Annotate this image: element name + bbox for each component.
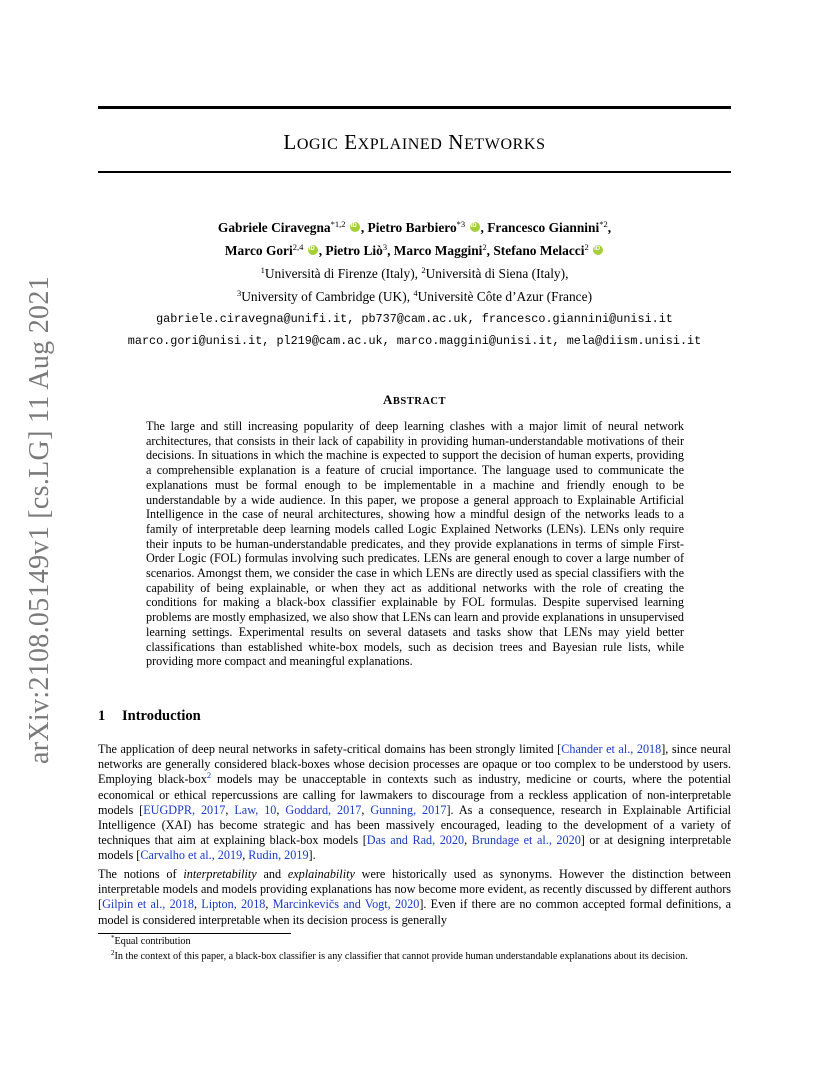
author-list-line-1: Gabriele Ciravegna$^{*1,2}$ iD , Pietro Barbiero$^{*3}$ iD , Francesco Giannini$^{*2}$,: [98, 220, 731, 236]
citation-link[interactable]: Carvalho et al., 2019: [140, 848, 243, 863]
author-list-line-2: Marco Gori$^{2,4}$ iD , Pietro Liò$^3$, Marco Maggini$^2$, Stefano Melacci$^2$ iD: [98, 243, 731, 259]
author-name: Gabriele Ciravegna: [217, 220, 331, 235]
citation-link[interactable]: Law, 10: [234, 802, 277, 817]
intro-paragraph-1: The application of deep neural networks in safety-critical domains has been strongly limited [Chander et al., 2018], since neural networks are generally considered black-boxes whose decision processes are opaque or too complex to be understood by users. Employing black-box$^2$ models may be unacceptable in contexts such as industry, medicine or courts, where the potential economical or ethical repercussions are calling for lawmakers to discourage from a reckless application of non-interpretable models [EUGDPR, 2017, Law, 10, Goddard, 2017, Gunning, 2017]. As a consequence, research in Explainable Artificial Intelligence (XAI) has become strategic and has been massively encouraged, leading to the development of a variety of techniques that aim at explaining black-box models [Das and Rad, 2020, Brundage et al., 2020] or at designing interpretable models [Carvalho et al., 2019, Rudin, 2019].: [98, 742, 732, 863]
author-name: Pietro Liò: [325, 243, 383, 258]
citation-link[interactable]: Das and Rad, 2020: [366, 833, 465, 848]
footnote-marker[interactable]: 2: [206, 770, 212, 781]
footnote-1: *Equal contribution: [111, 934, 191, 947]
author-name: Pietro Barbiero: [367, 220, 457, 235]
footnote-2: $^2$In the context of this paper, a black-box classifier is any classifier that cannot provide human understandable explanations about its decision.: [111, 949, 688, 962]
citation-link[interactable]: Lipton, 2018: [201, 897, 266, 912]
section-heading-introduction: 1 Introduction: [98, 708, 201, 724]
orcid-icon[interactable]: [593, 245, 603, 255]
paper-title: LOGIC EXPLAINED NETWORKS: [283, 130, 546, 154]
citation-link[interactable]: EUGDPR, 2017: [143, 802, 226, 817]
author-name: Stefano Melacci: [493, 243, 585, 258]
orcid-icon[interactable]: [308, 245, 318, 255]
orcid-icon[interactable]: [350, 222, 360, 232]
title-top-rule: [98, 106, 731, 109]
affiliations-line-1: $^1$Università di Firenze (Italy), $^2$Università di Siena (Italy),: [260, 265, 569, 281]
arxiv-identifier: arXiv:2108.05149v1 [cs.LG] 11 Aug 2021: [24, 276, 55, 764]
title-bottom-rule: [98, 171, 731, 173]
intro-paragraph-2: The notions of interpretability and explainability were historically used as synonyms. However the distinction between interpretable models and models providing explanations has now become more evident, as recently discussed by different authors [Gilpin et al., 2018, Lipton, 2018, Marcinkevičs and Vogt, 2020]. Even if there are no common accepted formal definitions, a model is considered interpretable when its decision process is generally: [98, 867, 732, 927]
author-name: Marco Gori: [224, 243, 293, 258]
citation-link[interactable]: Gunning, 2017: [370, 802, 447, 817]
abstract-text: The large and still increasing popularity of deep learning clashes with a major limit of neural network architectures, that consists in their lack of capability in providing human-understandable motivations of their decisions. In situations in which the machine is expected to support the decision of human experts, providing a comprehensible explanation is a feature of crucial importance. The language used to communicate the explanations must be formal enough to be implementable in a machine and friendly enough to be understandable by a wide audience. In this paper, we propose a general approach to Explainable Artificial Intelligence in the case of neural architectures, showing how a mindful design of the networks leads to a family of interpretable deep learning models called Logic Explained Networks (LENs). LENs only require their inputs to be human-understandable predicates, and they provide explanations in terms of simple First-Order Logic (FOL) formulas involving such predicates. LENs are general enough to cover a large number of scenarios. Amongst them, we consider the case in which LENs are directly used as special classifiers with the capability of being explainable, or when they act as additional networks with the role of creating the conditions for making a black-box classifier explainable by FOL formulas. Despite supervised learning problems are mostly emphasized, we also show that LENs can learn and provide explanations in unsupervised learning settings. Experimental results on several datasets and tasks show that LENs may yield better classifications than established white-box models, such as decision trees and Bayesian rule lists, while providing more compact and meaningful explanations.: [146, 419, 684, 669]
email-line-2[interactable]: marco.gori@unisi.it, pl219@cam.ac.uk, marco.maggini@unisi.it, mela@diism.unisi.it: [127, 334, 702, 348]
citation-link[interactable]: Goddard, 2017: [285, 802, 362, 817]
orcid-icon[interactable]: [470, 222, 480, 232]
abstract-heading: ABSTRACT: [383, 392, 446, 407]
citation-link[interactable]: Chander et al., 2018: [561, 742, 662, 756]
citation-link[interactable]: Gilpin et al., 2018: [102, 897, 194, 912]
affiliations-line-2: $^3$University of Cambridge (UK), $^4$Universitè Côte d’Azur (France): [236, 288, 593, 304]
email-line-1[interactable]: gabriele.ciravegna@unifi.it, pb737@cam.ac.uk, francesco.giannini@unisi.it: [156, 312, 673, 326]
author-name: Marco Maggini: [393, 243, 483, 258]
author-name: Francesco Giannini: [487, 220, 600, 235]
citation-link[interactable]: Brundage et al., 2020: [471, 833, 581, 848]
citation-link[interactable]: Rudin, 2019: [248, 848, 309, 863]
footnote-rule: [98, 933, 291, 934]
citation-link[interactable]: Marcinkevičs and Vogt, 2020: [272, 897, 420, 912]
